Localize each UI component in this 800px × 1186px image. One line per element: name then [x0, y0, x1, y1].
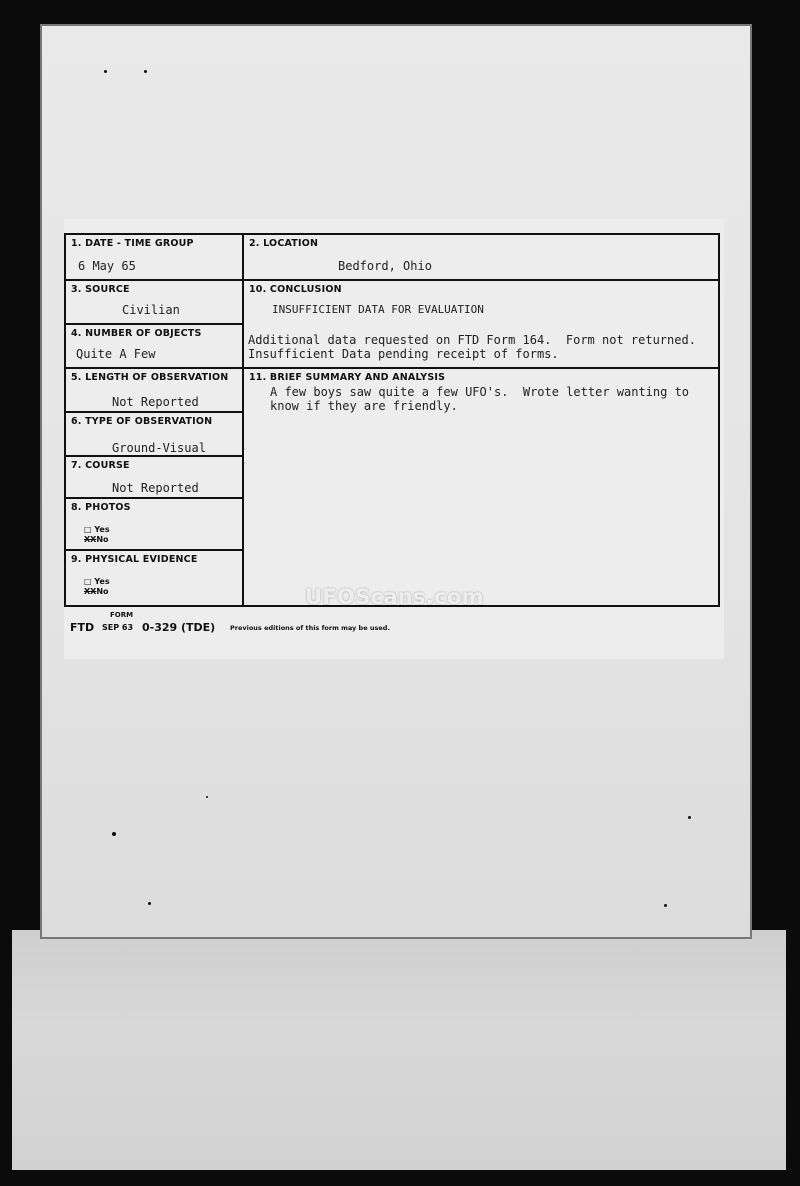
- physical-evidence-no-checkbox[interactable]: [84, 587, 109, 597]
- date-time-group-cell: [66, 235, 244, 281]
- source-label: 3. SOURCE: [71, 284, 130, 295]
- length-of-observation-value: Not Reported: [112, 395, 199, 409]
- dust-speck: [148, 902, 151, 905]
- physical-evidence-yes-label: Yes: [94, 577, 110, 586]
- conclusion-cell: [244, 281, 718, 369]
- conclusion-note-line-1: Additional data requested on FTD Form 164. Form not returned.: [248, 333, 696, 347]
- photos-label: 8. PHOTOS: [71, 502, 131, 513]
- dust-speck: [112, 832, 116, 836]
- dust-speck: [104, 70, 107, 73]
- footer-note: Previous editions of this form may be used.: [230, 624, 390, 632]
- conclusion-label: 10. CONCLUSION: [249, 284, 342, 295]
- physical-evidence-no-label: No: [96, 587, 109, 596]
- dust-speck: [144, 70, 147, 73]
- dust-speck: [688, 816, 691, 819]
- footer-form-word: FORM: [110, 611, 134, 619]
- conclusion-value: INSUFFICIENT DATA FOR EVALUATION: [272, 303, 484, 316]
- course-label: 7. COURSE: [71, 460, 130, 471]
- lower-page-background: [12, 930, 786, 1170]
- dust-speck: [206, 796, 208, 798]
- number-of-objects-cell: [66, 325, 244, 369]
- brief-summary-line-2: know if they are friendly.: [270, 399, 458, 413]
- photos-yes-label: Yes: [94, 525, 110, 534]
- brief-summary-cell: [244, 369, 718, 605]
- length-of-observation-label: 5. LENGTH OF OBSERVATION: [71, 372, 229, 383]
- conclusion-note-line-2: Insufficient Data pending receipt of forms.: [248, 347, 559, 361]
- location-value: Bedford, Ohio: [338, 259, 432, 273]
- dust-speck: [664, 904, 667, 907]
- physical-evidence-no-mark: XX: [84, 587, 97, 596]
- document-page: [40, 24, 752, 939]
- brief-summary-label: 11. BRIEF SUMMARY AND ANALYSIS: [249, 372, 446, 383]
- footer-ftd: FTD: [70, 621, 95, 634]
- number-of-objects-label: 4. NUMBER OF OBJECTS: [71, 328, 202, 339]
- footer-form-number: 0-329 (TDE): [142, 621, 216, 634]
- length-of-observation-cell: [66, 369, 244, 413]
- brief-summary-line-1: A few boys saw quite a few UFO's. Wrote letter wanting to: [270, 385, 690, 399]
- physical-evidence-label: 9. PHYSICAL EVIDENCE: [71, 554, 198, 565]
- course-value: Not Reported: [112, 481, 199, 495]
- source-cell: [66, 281, 244, 325]
- type-of-observation-value: Ground-Visual: [112, 441, 206, 455]
- photos-cell: [66, 499, 244, 551]
- photos-no-label: No: [96, 535, 109, 544]
- photos-no-checkbox[interactable]: [84, 535, 109, 545]
- type-of-observation-label: 6. TYPE OF OBSERVATION: [71, 416, 213, 427]
- number-of-objects-value: Quite A Few: [76, 347, 156, 361]
- form-grid: [64, 233, 720, 607]
- date-time-group-label: 1. DATE - TIME GROUP: [71, 238, 194, 249]
- form-footer: [70, 611, 710, 641]
- physical-evidence-cell: [66, 551, 244, 605]
- course-cell: [66, 457, 244, 499]
- location-cell: [244, 235, 718, 281]
- photos-no-mark: XX: [84, 535, 97, 544]
- photos-yes-checkbox[interactable]: □ Yes: [84, 525, 110, 534]
- location-label: 2. LOCATION: [249, 238, 319, 249]
- watermark: UFOScans.com: [305, 585, 484, 609]
- footer-date: SEP 63: [102, 623, 134, 632]
- date-time-group-value: 6 May 65: [78, 259, 136, 273]
- type-of-observation-cell: [66, 413, 244, 457]
- physical-evidence-yes-checkbox[interactable]: □ Yes: [84, 577, 110, 586]
- source-value: Civilian: [122, 303, 180, 317]
